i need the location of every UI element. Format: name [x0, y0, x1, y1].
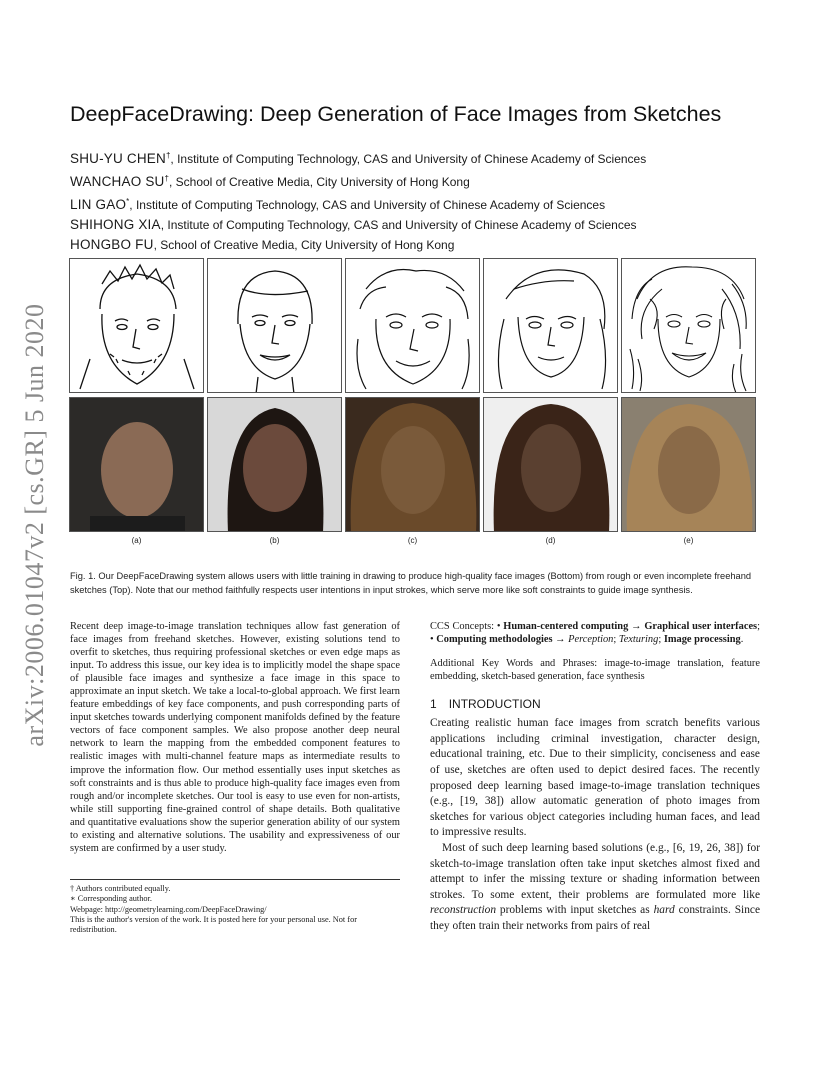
- footnote: † Authors contributed equally.: [70, 884, 171, 893]
- ccs-term: Image processing: [663, 634, 741, 646]
- sketch-a: [69, 258, 204, 393]
- ccs-arrow: →: [552, 634, 569, 646]
- ccs-separator: ;: [613, 634, 619, 646]
- intro-paragraph: [430, 841, 760, 935]
- author-name: SHIHONG XIA: [70, 217, 161, 232]
- subfigure-label: (b): [269, 536, 280, 545]
- ccs-end: .: [740, 634, 744, 646]
- face-sketch-icon: [622, 259, 756, 393]
- ccs-prefix: CCS Concepts: •: [430, 621, 504, 632]
- footnote: ∗ Corresponding author.: [70, 894, 152, 904]
- subfigure-label: (a): [131, 536, 142, 545]
- ccs-separator: ;: [658, 634, 664, 646]
- ccs-term: Computing methodologies: [436, 634, 553, 646]
- face-sketch-icon: [208, 259, 342, 393]
- introduction: [430, 716, 760, 934]
- face-photo-icon: [208, 398, 342, 532]
- author-affiliation: , School of Creative Media, City University of Hong Kong: [168, 175, 470, 189]
- face-photo-icon: [70, 398, 204, 532]
- author-affiliation: , Institute of Computing Technology, CAS and University of Chinese Academy of Sciences: [129, 198, 606, 212]
- author-affiliation: , School of Creative Media, City University of Hong Kong: [153, 238, 455, 252]
- arxiv-id: arXiv:2006.01047v2 [cs.GR] 5 Jun 2020: [20, 303, 49, 747]
- figure-caption: Fig. 1. Our DeepFaceDrawing system allows users with little training in drawing to produce high-quality face images (Bottom) from rough or even incomplete freehand sketches (Top). Note that our method faithfully respects user intentions in input strokes, which serve more like soft constraints to guide image synthesis.: [70, 571, 752, 595]
- subfigure-label: (c): [407, 536, 418, 545]
- author-affiliation: , Institute of Computing Technology, CAS and University of Chinese Academy of Sciences: [170, 152, 647, 166]
- face-sketch-icon: [70, 259, 204, 393]
- author-name: LIN GAO: [70, 197, 127, 212]
- author-name: HONGBO FU: [70, 237, 154, 252]
- right-column: [430, 620, 760, 935]
- author-mark: †: [165, 151, 171, 160]
- sketch-e: [621, 258, 756, 393]
- arxiv-stamp: [10, 295, 60, 755]
- ccs-term: Perception: [568, 634, 614, 646]
- intro-emphasis: reconstruction: [430, 904, 497, 917]
- keywords: Additional Key Words and Phrases: image-to-image translation, feature embedding, sketch-based generation, face synthesis: [430, 657, 760, 682]
- subfigure-label: (d): [545, 536, 556, 545]
- sketch-c: [345, 258, 480, 393]
- footnote-rule: [70, 879, 400, 880]
- face-photo-b: [207, 397, 342, 532]
- ccs-separator: ; •: [430, 621, 760, 646]
- face-photo-icon: [622, 398, 756, 532]
- face-photo-d: [483, 397, 618, 532]
- section-heading: [430, 697, 760, 711]
- author-name: SHU-YU CHEN: [70, 151, 166, 166]
- figure-1: [69, 258, 759, 545]
- ccs-term: Human-centered computing: [503, 621, 629, 632]
- face-photo-e: [621, 397, 756, 532]
- author-mark: †: [164, 174, 169, 183]
- subfigure-labels: [69, 536, 759, 545]
- ccs-arrow: →: [628, 621, 645, 632]
- sketch-row: [69, 258, 759, 393]
- intro-paragraph: Creating realistic human face images from scratch benefits various applications including criminal investigation, character design, educational training, etc. Due to their simplicity, conciseness and ease of use, sketches are often used to depict desired faces. The recently proposed deep learning based image-to-image translation techniques (e.g., [19, 38]) allow automatic generation of photo images from sketches for various object categories including human faces, and lead to impressive results.: [430, 717, 760, 839]
- face-sketch-icon: [346, 259, 480, 393]
- intro-text: constraints. Since they often train their networks from pairs of real: [430, 904, 760, 932]
- photo-row: [69, 397, 759, 532]
- ccs-term: Graphical user interfaces: [644, 621, 758, 632]
- face-sketch-icon: [484, 259, 618, 393]
- sketch-b: [207, 258, 342, 393]
- ccs-concepts: [430, 620, 760, 647]
- section-title: INTRODUCTION: [448, 697, 541, 712]
- face-photo-c: [345, 397, 480, 532]
- abstract: Recent deep image-to-image translation techniques allow fast generation of face images from freehand sketches. However, existing solutions tend to overfit to sketches, thus requiring professional sketches or even edge maps as input. To address this issue, our key idea is to implicitly model the shape space of plausible face images and synthesize a face image in this space to approximate an input sketch. We take a local-to-global approach. We first learn feature embeddings of key face components, and push corresponding parts of input sketches towards underlying component manifolds defined by the feature vectors of face component samples. We also propose another deep neural network to learn the mapping from the embedded component features to realistic images with multi-channel feature maps as intermediate results to improve the information flow. Our method essentially uses input sketches as soft constraints and is thus able to produce high-quality face images even from rough and/or incomplete sketches. Our tool is easy to use even for non-artists, while still supporting fine-grained control of shape details. Both qualitative and quantitative evaluations show the superior generation ability of our system to existing and alternative solutions. The usability and expressiveness of our system are confirmed by a user study.: [70, 621, 400, 854]
- author-line: [70, 215, 770, 235]
- author-line: [70, 235, 770, 255]
- author-line: [70, 146, 770, 169]
- author-name: WANCHAO SU: [70, 174, 165, 189]
- face-photo-icon: [346, 398, 480, 532]
- paper-title: DeepFaceDrawing: Deep Generation of Face Images from Sketches: [70, 102, 722, 126]
- footnotes: [70, 884, 400, 935]
- intro-text: Most of such deep learning based solutions (e.g., [6, 19, 26, 38]) for sketch-to-image translation often take input sketches almost fixed and attempt to infer the missing texture or shading information between strokes. To some extent, their problems are formulated more like: [430, 841, 760, 901]
- intro-text: problems with input sketches as: [496, 904, 654, 917]
- face-photo-a: [69, 397, 204, 532]
- subfigure-label: (e): [683, 536, 694, 545]
- author-list: [70, 146, 770, 255]
- author-line: [70, 169, 770, 192]
- intro-emphasis: hard: [653, 904, 675, 917]
- footnote: This is the author's version of the work. It is posted here for your personal use. Not for redistribution.: [70, 914, 357, 935]
- face-photo-icon: [484, 398, 618, 532]
- author-mark: *: [126, 197, 130, 206]
- ccs-term: Texturing: [618, 634, 659, 646]
- section-number: 1: [430, 697, 437, 712]
- sketch-d: [483, 258, 618, 393]
- author-affiliation: , Institute of Computing Technology, CAS and University of Chinese Academy of Sciences: [160, 218, 637, 232]
- footnote: Webpage: http://geometrylearning.com/DeepFaceDrawing/: [70, 904, 267, 914]
- author-line: [70, 192, 770, 215]
